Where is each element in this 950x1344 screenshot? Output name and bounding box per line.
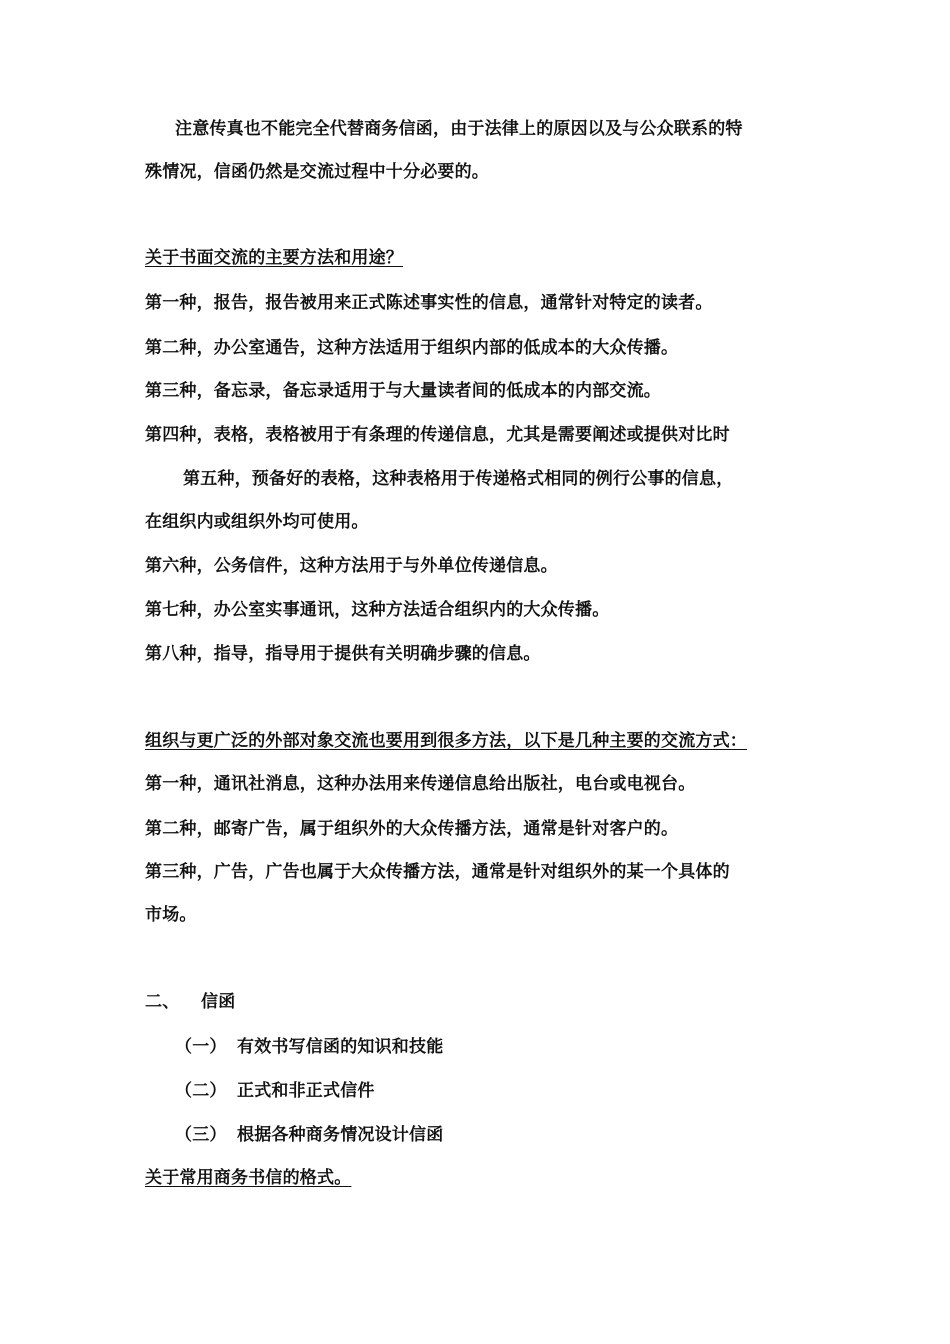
subsection-title: 根据各种商务情况设计信函: [237, 1125, 444, 1145]
section-number: 二、: [145, 992, 180, 1012]
written-item-2: 第二种，办公室通告，这种方法适用于组织内部的低成本的大众传播。: [145, 338, 679, 358]
subsection-number: （三）: [175, 1125, 227, 1145]
written-item-4: 第四种，表格，表格被用于有条理的传递信息，尤其是需要阐述或提供对比时: [145, 425, 730, 445]
external-item-3-line-2: 市场。: [145, 905, 197, 925]
written-item-5-line-2: 在组织内或组织外均可使用。: [145, 512, 369, 532]
section-title: 信函: [201, 992, 236, 1012]
external-item-3-line-1: 第三种，广告，广告也属于大众传播方法，通常是针对组织外的某一个具体的: [145, 862, 730, 882]
letters-section-title: [145, 991, 235, 1013]
written-item-5-line-1: 第五种，预备好的表格，这种表格用于传递格式相同的例行公事的信息，: [183, 469, 734, 489]
intro-line-1: 注意传真也不能完全代替商务信函，由于法律上的原因以及与公众联系的特: [175, 119, 743, 139]
written-item-7: 第七种，办公室实事通讯，这种方法适合组织内的大众传播。: [145, 600, 610, 620]
written-methods-heading: 关于书面交流的主要方法和用途？: [145, 248, 403, 268]
written-item-6: 第六种，公务信件，这种方法用于与外单位传递信息。: [145, 556, 558, 576]
external-methods-heading: 组织与更广泛的外部对象交流也要用到很多方法，以下是几种主要的交流方式：: [145, 731, 747, 751]
subsection-title: 有效书写信函的知识和技能: [237, 1037, 444, 1057]
written-item-1: 第一种，报告，报告被用来正式陈述事实性的信息，通常针对特定的读者。: [145, 293, 713, 313]
subsection-title: 正式和非正式信件: [237, 1081, 375, 1101]
letters-subsection-1: [175, 1036, 443, 1058]
intro-line-2: 殊情况，信函仍然是交流过程中十分必要的。: [145, 162, 489, 182]
letters-subsection-2: [175, 1080, 375, 1102]
letter-format-heading: 关于常用商务书信的格式。: [145, 1168, 352, 1188]
subsection-number: （一）: [175, 1037, 227, 1057]
external-item-1: 第一种，通讯社消息，这种办法用来传递信息给出版社，电台或电视台。: [145, 774, 696, 794]
letters-subsection-3: [175, 1124, 443, 1146]
written-item-3: 第三种，备忘录，备忘录适用于与大量读者间的低成本的内部交流。: [145, 381, 661, 401]
written-item-8: 第八种，指导，指导用于提供有关明确步骤的信息。: [145, 644, 541, 664]
subsection-number: （二）: [175, 1081, 227, 1101]
external-item-2: 第二种，邮寄广告，属于组织外的大众传播方法，通常是针对客户的。: [145, 819, 679, 839]
